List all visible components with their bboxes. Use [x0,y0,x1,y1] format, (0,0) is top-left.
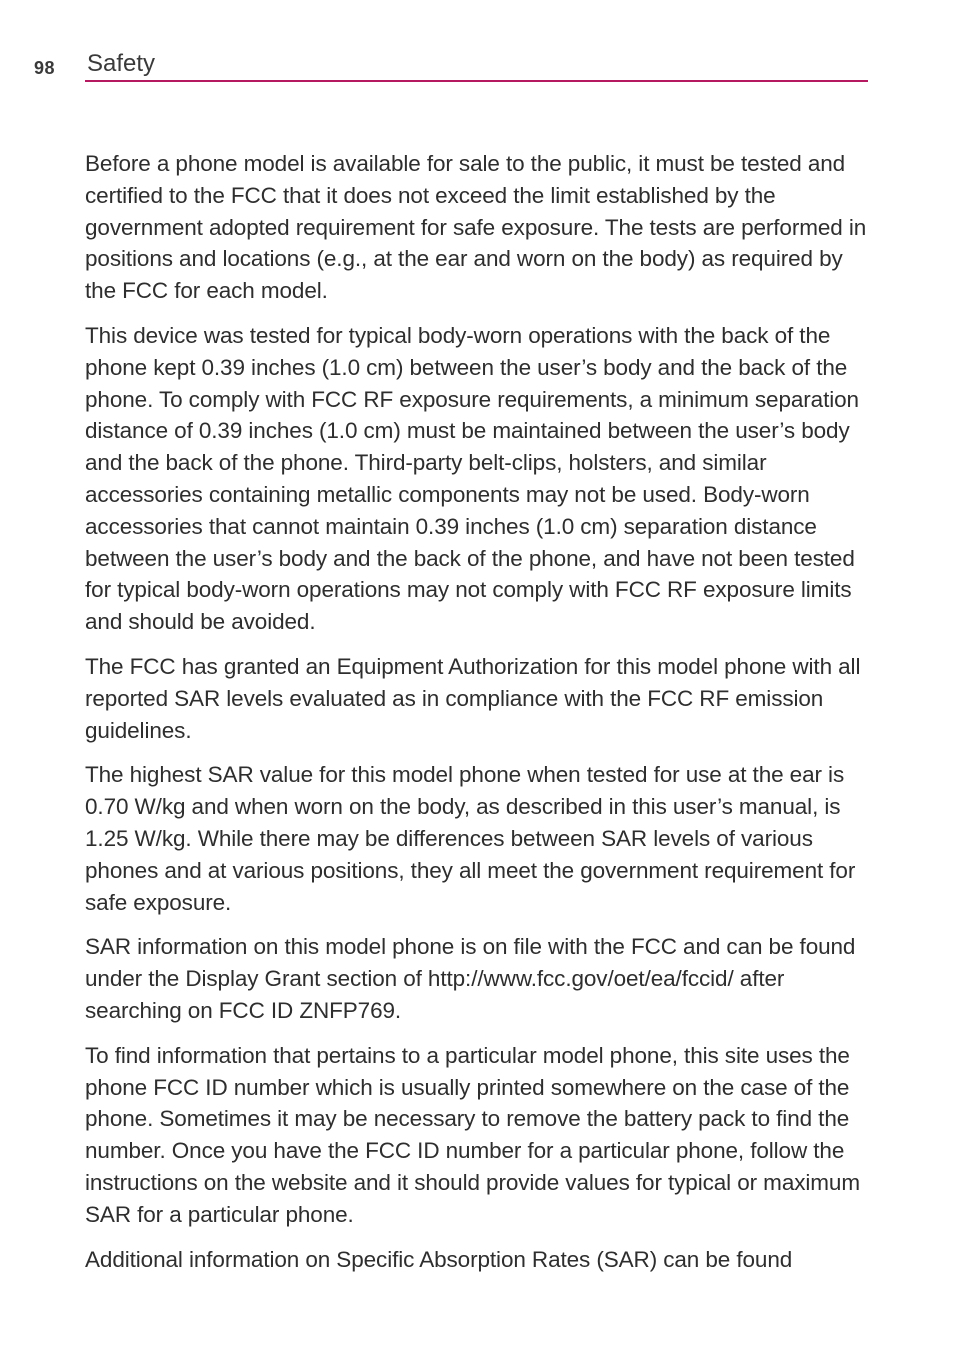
header-rule [85,80,868,82]
page-number: 98 [34,58,56,78]
page-header [0,0,954,90]
paragraph-body-worn-operation: This device was tested for typical body-worn operations with the back of the phone kept 0.39 inches (1.0 cm) between the user’s body and the back of the phone. To comply with FCC RF exposure requirements, a minimum separation distance of 0.39 inches (1.0 cm) must be maintained between the user’s body and the back of the phone. Third-party belt-clips, holsters, and similar accessories containing metallic components may not be used. Body-worn accessories that cannot maintain 0.39 inches (1.0 cm) separation distance between the user’s body and the back of the phone, and have not been tested for typical body-worn operations may not comply with FCC RF exposure limits and should be avoided. [85,322,859,635]
paragraph-equipment-authorization: The FCC has granted an Equipment Authorization for this model phone with all reported SAR levels evaluated as in compliance with the FCC RF emission guidelines. [85,653,861,743]
paragraph-testing-certification: Before a phone model is available for sale to the public, it must be tested and certified to the FCC that it does not exceed the limit established by the government adopted requirement for safe exposure. The tests are performed in positions and locations (e.g., at the ear and worn on the body) as required by the FCC for each model. [85,151,867,304]
section-title: Safety [87,50,156,77]
paragraph-highest-sar-value: The highest SAR value for this model phone when tested for use at the ear is 0.70 W/kg and when worn on the body, as described in this user’s manual, is 1.25 W/kg. While there may be differences between SAR levels of various phones and at various positions, they all meet the government requirement for safe exposure. [85,762,856,915]
paragraph-additional-information: Additional information on Specific Absorption Rates (SAR) can be found [85,1246,793,1272]
paragraph-fcc-id-lookup: To find information that pertains to a particular model phone, this site uses the phone FCC ID number which is usually printed somewhere on the case of the phone. Sometimes it may be necessary to remove the battery pack to find the number. Once you have the FCC ID number for a particular phone, follow the instructions on the website and it should provide values for typical or maximum SAR for a particular phone. [85,1042,860,1227]
body-text [85,148,875,1288]
paragraph-sar-information-link: SAR information on this model phone is on file with the FCC and can be found under the Display Grant section of http://www.fcc.gov/oet/ea/fccid/ after searching on FCC ID ZNFP769. [85,934,856,1023]
